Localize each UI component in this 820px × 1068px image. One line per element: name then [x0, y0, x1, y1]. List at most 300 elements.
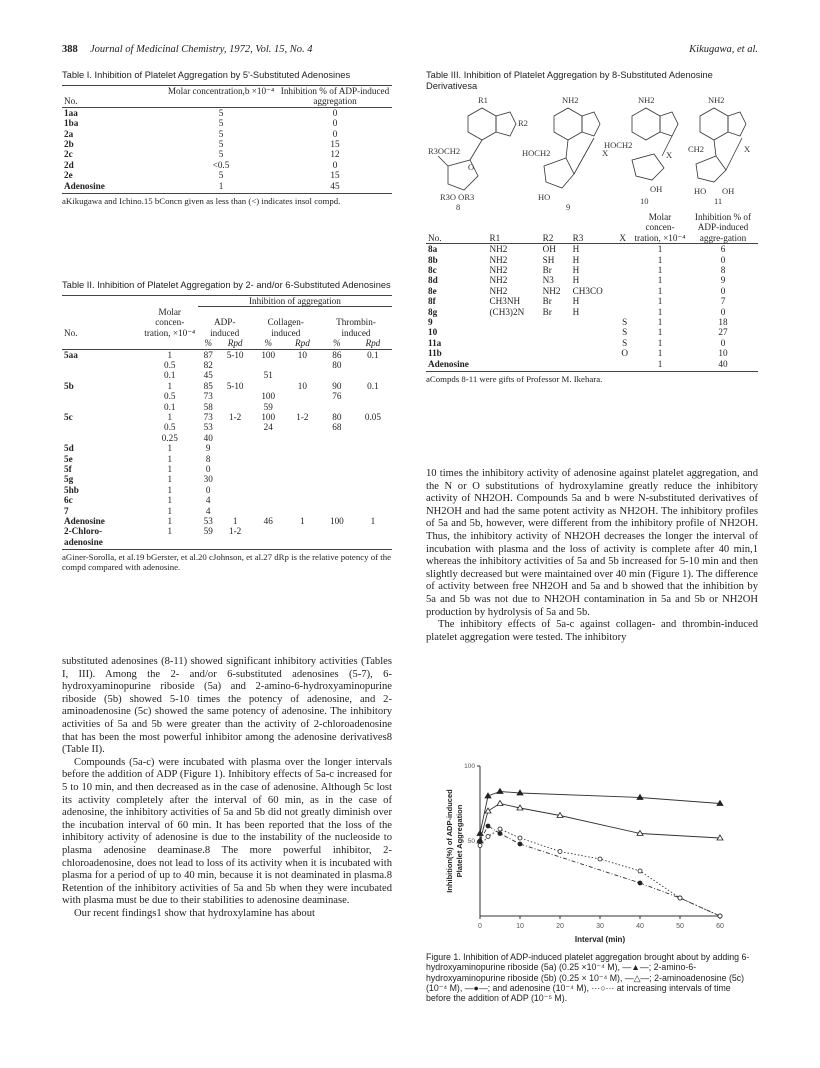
table3-cell: SH	[542, 254, 555, 265]
table2-cell: 73	[203, 391, 213, 402]
table3-cell: H	[572, 244, 580, 255]
table2-row	[62, 412, 392, 422]
table2-cell	[354, 506, 392, 516]
table3-cell: Adenosine	[428, 358, 469, 369]
table3-col-inhib: Inhibition % of ADP-induced aggre-gation	[694, 212, 752, 243]
x-tick-label: 60	[716, 923, 724, 930]
table3-cell: 0	[720, 254, 726, 265]
table3-row	[426, 307, 758, 317]
svg-text:8: 8	[456, 202, 461, 212]
table2-cell: 86	[332, 349, 342, 360]
table2-col-thrombin: Thrombin-induced	[336, 317, 376, 338]
data-point	[498, 827, 502, 831]
data-point	[518, 836, 522, 840]
table3-cell: NH2	[489, 254, 508, 265]
table1-cell: 0	[332, 107, 338, 118]
table2-cell: 0.1	[164, 370, 176, 381]
table2-cell	[285, 464, 320, 474]
table2-cell	[252, 485, 285, 495]
table3-cell: 1	[657, 358, 663, 369]
table2-cell	[219, 485, 252, 495]
svg-text:R1: R1	[478, 95, 488, 105]
table3-cell: 8d	[428, 275, 438, 286]
svg-text:R3OCH2: R3OCH2	[428, 146, 461, 156]
series-line	[480, 826, 720, 916]
svg-text:OH: OH	[722, 186, 735, 196]
table2-cell: 5d	[64, 443, 74, 454]
table2-cell: 10	[297, 349, 307, 360]
table2-row	[62, 402, 392, 412]
table2-cell: 51	[263, 370, 273, 381]
table2-cell: 53	[203, 516, 213, 527]
table2-cell: 24	[263, 422, 273, 433]
table2-cell: 0.5	[164, 359, 176, 370]
table2-cell	[285, 506, 320, 516]
table2-cell	[62, 370, 142, 380]
svg-text:O: O	[468, 162, 475, 172]
table2-cell	[354, 422, 392, 432]
table3-cell: 18	[718, 317, 728, 328]
table2-cell: 100	[261, 411, 276, 422]
table3-cell: 10	[718, 348, 728, 359]
table2-cell: 0.1	[164, 401, 176, 412]
structure-8	[428, 95, 528, 212]
table2-cell	[219, 454, 252, 464]
data-point	[678, 896, 682, 900]
table3-cell: 1	[657, 275, 663, 286]
table3-cell	[617, 265, 632, 275]
table3-cell: S	[622, 327, 628, 338]
table2-cell: 4	[205, 505, 211, 516]
table3-row	[426, 286, 758, 296]
table2-cell: 1	[370, 516, 376, 527]
table3-caption: Table III. Inhibition of Platelet Aggregation by 8-Substituted Adenosine Derivativesa	[426, 70, 713, 91]
table2-cell	[320, 526, 354, 547]
table3-cell: 10	[428, 327, 438, 338]
table1-cell: Adenosine	[64, 180, 105, 191]
table2-cell: 1	[167, 443, 173, 454]
table2-cell	[219, 464, 252, 474]
svg-text:OH: OH	[650, 184, 663, 194]
table2-cell: 1-2	[228, 411, 242, 422]
table1-cell: 2e	[64, 170, 73, 181]
running-authors: Kikugawa, et al.	[689, 44, 758, 55]
table3-cell: (CH3)2N	[489, 306, 525, 317]
table2-cell	[219, 391, 252, 401]
data-point	[478, 839, 482, 843]
table3-cell: H	[572, 296, 580, 307]
table2-caption: Table II. Inhibition of Platelet Aggregation by 2- and/or 6-Substituted Adenosines	[62, 280, 391, 290]
table2-cell	[252, 360, 285, 370]
table2-cell: 5hb	[64, 484, 79, 495]
table2-rp: Rpd	[227, 338, 243, 349]
table2-cell: 1	[167, 526, 173, 537]
table3-cell: 27	[718, 327, 728, 338]
table2-cell	[62, 433, 142, 443]
table3-cell: 8f	[428, 296, 436, 307]
table1-col-inhib: Inhibition % of ADP-induced aggregation	[280, 86, 390, 107]
svg-text:X: X	[666, 150, 673, 160]
table2-cell: 5-10	[226, 349, 244, 360]
table3-cell: NH2	[489, 275, 508, 286]
table2-row	[62, 443, 392, 453]
table2-cell: 76	[332, 391, 342, 402]
table3-cell: 40	[718, 358, 728, 369]
table1-cell: 1aa	[64, 107, 78, 118]
table2-cell: 1	[167, 474, 173, 485]
table2-cell	[320, 474, 354, 484]
table3-cell: 1	[657, 254, 663, 265]
y-axis-label: Platelet Aggregation	[455, 804, 464, 878]
table2-col-collagen: Collagen-induced	[267, 317, 304, 338]
table3-cell: 9	[720, 275, 726, 286]
table3-cell: N3	[542, 275, 554, 286]
table2-pct: %	[333, 338, 341, 349]
table3-cell	[617, 296, 632, 306]
table2-cell	[62, 402, 142, 412]
table3-cell: 8c	[428, 265, 437, 276]
table2-cell	[62, 422, 142, 432]
table1-row	[62, 181, 392, 191]
table1-row	[62, 139, 392, 149]
table2-col-molar: Molar concen-tration, ×10⁻⁴	[144, 306, 196, 338]
table1-cell: 2b	[64, 139, 74, 150]
table2-pct: %	[264, 338, 273, 349]
table2-cell: 0.05	[364, 411, 381, 422]
table3-col-r3: R3	[572, 232, 584, 243]
table3-cell: 7	[720, 296, 726, 307]
svg-text:10: 10	[640, 196, 649, 206]
table3-cell	[488, 317, 541, 327]
table3-cell	[541, 338, 571, 348]
x-tick-label: 40	[636, 923, 644, 930]
table2-cell: 68	[332, 422, 342, 433]
table1-cell: 5	[218, 107, 224, 118]
table3-cell	[571, 348, 618, 358]
body-paragraph: Our recent findings1 show that hydroxylamine has about	[74, 907, 315, 919]
data-point	[497, 789, 503, 794]
table3-cell: 8g	[428, 306, 438, 317]
table2-cell: 10	[297, 380, 307, 391]
table2-cell	[285, 474, 320, 484]
table2-cell	[252, 381, 285, 391]
table2-cell: 53	[203, 422, 213, 433]
table3-cell	[541, 359, 571, 369]
table2-footnote: aGiner-Sorolla, et al.19 bGerster, et al.20 cJohnson, et al.27 dRp is the relative potency of the compd compared with adenosine.	[62, 549, 392, 572]
table2-cell: 73	[203, 411, 213, 422]
table2-cell: 100	[329, 516, 344, 527]
body-paragraph: The inhibitory effects of 5a-c against collagen- and thrombin-induced platelet aggregation were tested. The inhibitory	[426, 619, 758, 643]
table3-cell: NH2	[489, 244, 508, 255]
svg-text:HO: HO	[538, 192, 551, 202]
table1-cell: 2a	[64, 128, 74, 139]
y-axis-label: Inhibition(%) of ADP-induced	[445, 789, 454, 893]
table3-cell: H	[572, 306, 580, 317]
table2-cell: 58	[203, 401, 213, 412]
table3-cell: NH2	[489, 265, 508, 276]
series-line	[480, 792, 720, 834]
table2-cell	[252, 454, 285, 464]
table2-cell: 1-2	[228, 526, 242, 537]
table2-cell: 1	[167, 349, 173, 360]
table2-row	[62, 464, 392, 474]
data-point	[638, 869, 642, 873]
table3-row	[426, 244, 758, 255]
table3-cell	[617, 307, 632, 317]
table3-row	[426, 275, 758, 285]
table2-cell	[285, 402, 320, 412]
table1	[62, 85, 392, 191]
series-line	[480, 804, 720, 842]
table1-cell: 2d	[64, 159, 74, 170]
table3-cell	[617, 275, 632, 285]
table2-cell	[354, 433, 392, 443]
body-left	[62, 656, 392, 920]
table2-cell	[354, 391, 392, 401]
table1-cell: 5	[218, 139, 224, 150]
table2-cell: 82	[203, 359, 213, 370]
table1-cell: 5	[218, 149, 224, 160]
table3-cell: 8e	[428, 285, 437, 296]
table2-row	[62, 391, 392, 401]
table2-cell: 100	[261, 391, 276, 402]
table1-footnote: aKikugawa and Ichino.15 bConcn given as less than (<) indicates insol compd.	[62, 193, 392, 206]
body-paragraph: substituted adenosines (8-11) showed significant inhibitory activities (Tables I, III). Among the 2- and/or 6-substituted adenosines (5-7), 6-hydroxyaminopurine riboside (5a) and 2-amino-6-hydroxyaminopurine riboside (5b) showed 5-10 times the potency of adenosine, and 2-aminoadenosine (5c) showed the same potency of adenosine. The inhibitory activities of 5a and 5b were greater than the activity of 2-chloroadenosine that has been the most powerful inhibitor among the adenosine derivatives8 (Table II).	[62, 656, 392, 756]
table3-cell	[571, 327, 618, 337]
table3-cell	[488, 359, 541, 369]
table3-cell: CH3CO	[572, 285, 603, 296]
data-point	[498, 832, 502, 836]
table2-cell	[285, 526, 320, 547]
table3-cell: NH2	[489, 285, 508, 296]
table3-col-r2: R2	[542, 232, 554, 243]
table3-cell: 8a	[428, 244, 438, 255]
table2-cell	[320, 402, 354, 412]
table2-cell	[354, 464, 392, 474]
table2-row	[62, 381, 392, 391]
body-paragraph: Compounds (5a-c) were incubated with plasma over the longer intervals before the addition of ADP (Figure 1). Inhibitory effects of 5a-c increased for 5 to 10 min, and then decreased as in the case of adenosine. Although 5c lost its activity completely after the interval of 60 min, as in the case of adenosine, the inhibitory activities of 5a and 5b did not greatly diminish over the incubation interval of 60 min. It has been reported that the loss of the inhibitory activity of adenosine is due to the instability of the nucleoside to plasma adenosine deaminase.8 The more powerful inhibitor, 2-chloroadenosine, does not lead to loss of its activity when it is incubated with plasma for a period of up to 40 min, because it is not deaminated in plasma.8 Retention of the inhibitory activities of 5a and 5b when they were incubated with plasma must be due to their stabilities to adenosine deaminase.	[62, 756, 392, 907]
table3-cell: NH2	[542, 285, 561, 296]
table2-cell	[252, 506, 285, 516]
table2-cell: 5b	[64, 380, 74, 391]
table2-cell	[285, 485, 320, 495]
table3-cell: 8b	[428, 254, 438, 265]
table2-row	[62, 433, 392, 443]
table2-cell	[285, 443, 320, 453]
table2-cell: 100	[261, 349, 276, 360]
table2-cell: 45	[203, 370, 213, 381]
table2-pct: %	[204, 338, 213, 349]
table1-col-no: No.	[64, 96, 78, 107]
table2-cell	[354, 370, 392, 380]
table3-cell: H	[572, 265, 580, 276]
table1-cell: 5	[218, 118, 224, 129]
table3-row	[426, 338, 758, 348]
table3-cell: 11b	[428, 348, 442, 359]
table2-cell	[320, 454, 354, 464]
table2-cell: 5c	[64, 411, 73, 422]
table2-cell	[354, 526, 392, 547]
table3-cell: 6	[720, 244, 726, 255]
table3-footnote: aCompds 8-11 were gifts of Professor M. Ikehara.	[426, 371, 758, 384]
table3-row	[426, 296, 758, 306]
table2-rp: Rpd	[294, 338, 310, 349]
table3	[426, 212, 758, 369]
table2-cell: 1	[167, 411, 173, 422]
table3-row	[426, 348, 758, 358]
table2-col-no: No.	[64, 327, 78, 338]
svg-text:HOCH2: HOCH2	[522, 148, 551, 158]
table2-rp: Rpd	[365, 338, 381, 349]
table2-cell: 5e	[64, 453, 73, 464]
table2-cell: 1	[167, 464, 173, 474]
table2-cell: 1	[232, 516, 238, 527]
table2-cell	[354, 495, 392, 505]
table2-cell: 0.25	[161, 432, 178, 443]
table2-cell	[320, 433, 354, 443]
table2-cell	[219, 495, 252, 505]
table1-row	[62, 107, 392, 118]
svg-text:R3O OR3: R3O OR3	[440, 192, 475, 202]
table2-cell	[62, 360, 142, 370]
table3-cell: OH	[542, 244, 556, 255]
svg-text:HO: HO	[694, 186, 707, 196]
table3-cell	[488, 348, 541, 358]
table2-cell	[62, 391, 142, 401]
table3-cell: 1	[657, 348, 663, 359]
table2-cell	[219, 433, 252, 443]
data-point	[486, 835, 490, 839]
table2-row	[62, 506, 392, 516]
table2-cell: 0.1	[367, 349, 379, 360]
x-tick-label: 20	[556, 923, 564, 930]
table2-row	[62, 495, 392, 505]
table3-row	[426, 327, 758, 337]
table2-cell: 1	[167, 516, 173, 527]
table2-cell	[285, 454, 320, 464]
table3-cell: 1	[657, 265, 663, 276]
table2-row	[62, 370, 392, 380]
data-point	[638, 881, 642, 885]
table3-cell: S	[622, 337, 628, 348]
data-point	[558, 850, 562, 854]
table2-cell: 85	[203, 380, 213, 391]
table2-cell	[252, 495, 285, 505]
table3-cell: Br	[542, 296, 552, 307]
table1-row	[62, 149, 392, 159]
structure-11	[688, 95, 750, 206]
table2-cell	[320, 485, 354, 495]
table2-cell	[219, 370, 252, 380]
figure1-caption: Figure 1. Inhibition of ADP-induced platelet aggregation brought about by adding 6-hydroxyaminopurine riboside (5a) (0.25 ×10⁻⁴ M), —▲—; 2-amino-6-hydroxyaminopurine riboside (5b) (0.25 × 10⁻⁴ M), —△—; 2-aminoadenosine (5c) (10⁻⁴ M), —●—; and adenosine (10⁻⁴ M), ···○··· at increasing intervals of time before the addition of ADP (10⁻⁵ M).	[426, 952, 750, 1004]
table3-row	[426, 255, 758, 265]
table1-cell: 1ba	[64, 118, 79, 129]
table2-cell	[285, 422, 320, 432]
table3-cell: 9	[428, 317, 433, 328]
table2-cell	[219, 402, 252, 412]
table3-cell: 1	[657, 285, 663, 296]
table2-cell: 80	[332, 411, 342, 422]
table3-cell: 1	[657, 327, 663, 338]
table2-cell: 2-Chloro-adenosine	[64, 526, 103, 547]
structure-10	[604, 95, 678, 206]
table2-cell	[219, 422, 252, 432]
table1-cell: 2c	[64, 149, 73, 160]
table1-cell: 12	[330, 149, 340, 160]
table1-cell: 15	[330, 170, 340, 181]
table1-cell: 5	[218, 128, 224, 139]
table2-cell: 0	[205, 484, 211, 495]
table2-cell: 5aa	[64, 349, 78, 360]
y-tick-label: 100	[464, 763, 475, 770]
data-point	[486, 824, 490, 828]
svg-text:NH2: NH2	[708, 95, 725, 105]
table2-cell	[252, 443, 285, 453]
table3-cell: CH3NH	[489, 296, 521, 307]
table2-cell: 46	[263, 516, 273, 527]
table3-cell	[617, 359, 632, 369]
table1-cell: <0.5	[212, 159, 230, 170]
table2-cell	[252, 474, 285, 484]
table2-cell	[219, 474, 252, 484]
table2-cell	[320, 443, 354, 453]
table2-cell	[320, 370, 354, 380]
data-point	[497, 801, 503, 806]
table2-cell: 5f	[64, 464, 72, 474]
table3-cell	[617, 255, 632, 265]
table3-row	[426, 359, 758, 369]
x-tick-label: 10	[516, 923, 524, 930]
table1-cell: 0	[332, 128, 338, 139]
series-line	[480, 829, 720, 916]
table2-cell: 7	[64, 505, 69, 516]
table2-cell	[354, 485, 392, 495]
table2-cell: 0.5	[164, 391, 176, 402]
table3-col-r1: R1	[489, 232, 501, 243]
data-point	[485, 808, 491, 813]
table2-cell	[320, 464, 354, 474]
table1-cell: 45	[330, 180, 340, 191]
table1-cell: 0	[332, 118, 338, 129]
table2-row	[62, 474, 392, 484]
table2-cell	[285, 370, 320, 380]
table3-cell: Br	[542, 306, 552, 317]
table3-cell: 1	[657, 296, 663, 307]
table2-cell: 40	[203, 432, 213, 443]
table2-cell: 8	[205, 453, 211, 464]
table2-row	[62, 526, 392, 547]
table2-cell: 59	[203, 526, 213, 537]
table3-row	[426, 317, 758, 327]
table3-row	[426, 265, 758, 275]
table2-cell	[219, 443, 252, 453]
table2-cell	[354, 474, 392, 484]
table2-group-header: Inhibition of aggregation	[198, 296, 392, 307]
table1-block	[62, 70, 392, 206]
table3-cell	[488, 327, 541, 337]
y-tick-label: 50	[467, 838, 475, 845]
table2-cell	[285, 360, 320, 370]
table2-cell: 0	[205, 464, 211, 474]
table3-cell	[541, 327, 571, 337]
journal-title: Journal of Medicinal Chemistry, 1972, Vol. 15, No. 4	[90, 44, 313, 55]
table3-cell	[541, 348, 571, 358]
data-point	[718, 914, 722, 918]
table2-cell: 1	[300, 516, 305, 527]
x-tick-label: 50	[676, 923, 684, 930]
table1-row	[62, 118, 392, 128]
table2-cell	[354, 443, 392, 453]
